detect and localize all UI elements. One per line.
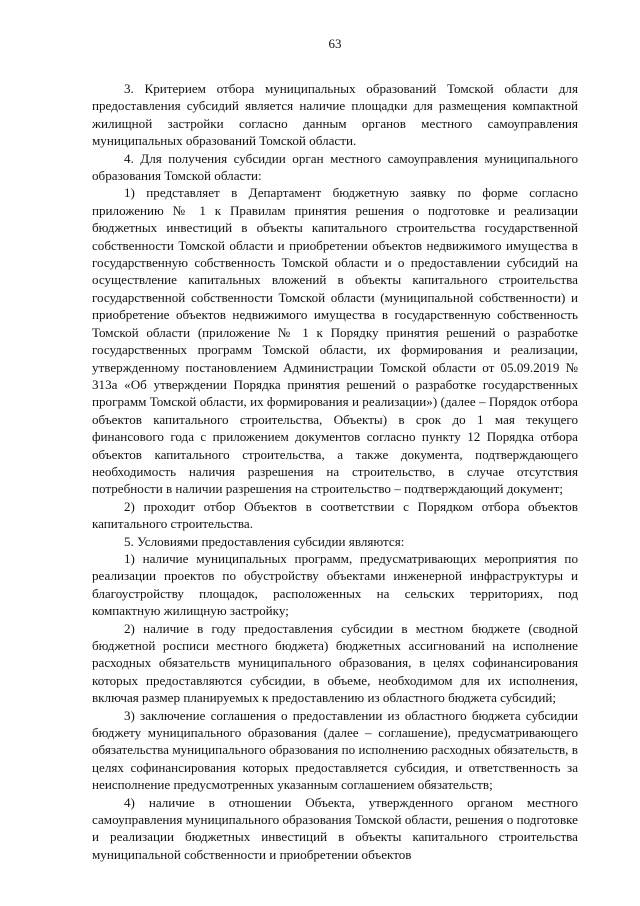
paragraph: 3. Критерием отбора муниципальных образований Томской области для предоставления субсидий является наличие площадки для размещения компактной жилищной застройки согласно данным органов местного самоуправления муниципальных образований Томской области. bbox=[92, 81, 578, 149]
paragraph: 1) представляет в Департамент бюджетную заявку по форме согласно приложению № 1 к Правилам принятия решения о подготовке и реализации бюджетных инвестиций в объекты капитального строительства государственной собственности Томской области и приобретении объектов недвижимого имущества в государственную собственность Томской области и о предоставлении субсидий на осуществление капитальных вложений в объекты капитального строительства государственной собственности Томской области (муниципальной собственности) и приобретение объектов недвижимого имущества в государственную собственность Томской области (приложение № 1 к Порядку принятия решений о разработке государственных программ Томской области, их формирования и реализации, утвержденному постановлением Администрации Томской области от 05.09.2019 № 313а «Об утверждении Порядка принятия решений о разработке государственных программ Томской области, их формирования и реализации») (далее – Порядок отбора объектов капитального строительства, Объекты) в срок до 1 мая текущего финансового года с приложением документов согласно пункту 12 Порядка отбора объектов капитального строительства, а также документа, подтверждающего необходимость наличия разрешения на строительство, в случае отсутствия потребности в наличии разрешения на строительство – подтверждающий документ; bbox=[92, 185, 578, 497]
paragraph: 5. Условиями предоставления субсидии являются: bbox=[124, 533, 405, 549]
paragraph: 3) заключение соглашения о предоставлении из областного бюджета субсидии бюджету муниципального образования (далее – соглашение), предусматривающего обязательства муниципального образования по исполнению расходных обязательств, в целях софинансирования которых предоставляется субсидия, и ответственность за неисполнение предусмотренных указанным соглашением обязательств; bbox=[92, 707, 578, 793]
document-body bbox=[92, 80, 578, 863]
paragraph: 1) наличие муниципальных программ, предусматривающих мероприятия по реализации проектов по обустройству объектами инженерной инфраструктуры и благоустройству площадок, расположенных на сельских территориях, под компактную жилищную застройку; bbox=[92, 550, 578, 619]
paragraph: 2) наличие в году предоставления субсидии в местном бюджете (сводной бюджетной росписи местного бюджета) бюджетных ассигнований на исполнение расходных обязательств муниципального образования, в целях софинансирования которых предоставляются субсидии, в объеме, необходимом для их исполнения, включая размер планируемых к предоставлению из областного бюджета субсидий; bbox=[92, 620, 578, 706]
paragraph: 4. Для получения субсидии орган местного самоуправления муниципального образования Томской области: bbox=[92, 150, 578, 184]
paragraph: 4) наличие в отношении Объекта, утвержденного органом местного самоуправления муниципального образования Томской области, решения о подготовке и реализации бюджетных инвестиций в объекты капитального строительства муниципальной собственности и приобретении объектов bbox=[92, 794, 578, 862]
page-number: 63 bbox=[328, 36, 342, 51]
paragraph: 2) проходит отбор Объектов в соответствии с Порядком отбора объектов капитального строительства. bbox=[92, 498, 578, 532]
